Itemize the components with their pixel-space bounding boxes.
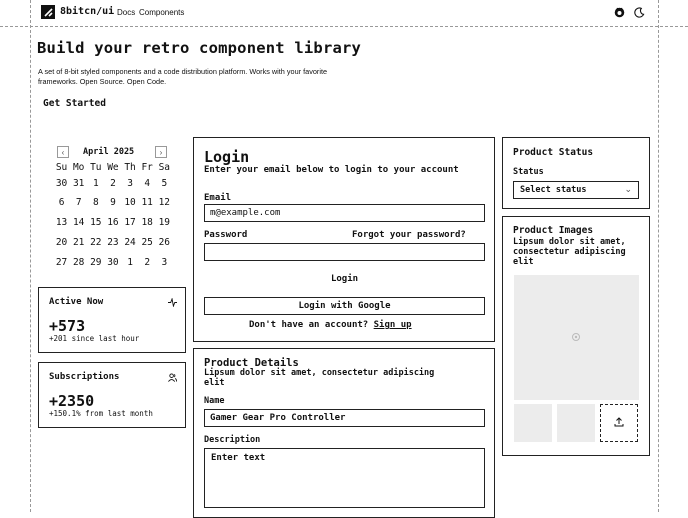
- calendar-day[interactable]: 22: [90, 237, 102, 248]
- calendar-day[interactable]: 8: [92, 197, 99, 208]
- card-subtext: +150.1% from last month: [49, 409, 153, 418]
- calendar-day[interactable]: 25: [141, 237, 153, 248]
- calendar-day[interactable]: 29: [90, 257, 102, 268]
- status-select-value: Select status: [520, 185, 587, 195]
- weekday-label: Tu: [90, 162, 102, 173]
- calendar-day[interactable]: 16: [107, 217, 119, 228]
- weekday-label: Mo: [72, 162, 85, 173]
- status-select[interactable]: [513, 181, 639, 199]
- calendar-weekdays: [53, 162, 173, 173]
- calendar-day[interactable]: 1: [127, 257, 133, 268]
- image-placeholder-icon: [570, 331, 582, 343]
- chevron-right-icon: ›: [159, 147, 163, 157]
- nav-components[interactable]: Components: [139, 8, 185, 17]
- login-button[interactable]: Login: [330, 274, 359, 284]
- product-name-field[interactable]: Gamer Gear Pro Controller: [204, 409, 485, 427]
- calendar-week: [53, 237, 173, 248]
- calendar-day[interactable]: 20: [55, 237, 68, 248]
- hero-title: Build your retro component library: [37, 39, 362, 57]
- calendar-day[interactable]: 5: [161, 178, 168, 189]
- calendar-day[interactable]: 31: [72, 178, 85, 189]
- password-label: Password: [204, 230, 248, 240]
- signup-link[interactable]: Sign up: [373, 320, 412, 330]
- product-images-subtitle: Lipsum dolor sit amet, consectetur adipiscing elit: [513, 237, 626, 267]
- thumbnail-placeholder[interactable]: [514, 404, 552, 442]
- card-title: Active Now: [49, 297, 104, 307]
- product-status-title: Product Status: [513, 147, 594, 158]
- theme-toggle-icon[interactable]: [633, 6, 645, 18]
- calendar-day[interactable]: 19: [158, 217, 171, 228]
- calendar-day[interactable]: 14: [72, 217, 85, 228]
- calendar: [53, 144, 171, 272]
- email-label: Email: [204, 193, 232, 203]
- calendar-day[interactable]: 26: [158, 237, 171, 248]
- calendar-day[interactable]: 7: [75, 197, 82, 208]
- weekday-label: We: [107, 162, 119, 173]
- login-google-button[interactable]: Login with Google: [204, 297, 485, 315]
- calendar-day[interactable]: 23: [107, 237, 119, 248]
- guide-line: [658, 0, 659, 512]
- email-field[interactable]: m@example.com: [204, 204, 485, 222]
- calendar-day[interactable]: 15: [90, 217, 102, 228]
- calendar-day[interactable]: 27: [55, 257, 68, 268]
- login-subtitle: Enter your email below to login to your account: [204, 165, 459, 175]
- activity-icon: [167, 297, 177, 307]
- calendar-day[interactable]: 17: [124, 217, 136, 228]
- calendar-day[interactable]: 12: [158, 197, 171, 208]
- calendar-day[interactable]: 2: [144, 257, 151, 268]
- nav-docs[interactable]: Docs: [117, 8, 136, 17]
- login-title: Login: [204, 148, 250, 166]
- chevron-left-icon: ‹: [61, 147, 65, 157]
- calendar-week: [53, 217, 173, 228]
- main-image-placeholder: [514, 275, 639, 400]
- calendar-day[interactable]: 1: [92, 178, 99, 189]
- login-card: [193, 137, 495, 342]
- calendar-week: [53, 178, 173, 189]
- calendar-day[interactable]: 28: [72, 257, 85, 268]
- logo-icon: [41, 5, 55, 19]
- get-started-button[interactable]: Get Started: [43, 98, 106, 109]
- upload-button[interactable]: [600, 404, 638, 442]
- hero-description-line: A set of 8-bit styled components and a code distribution platform. Works with your favorite: [38, 67, 328, 76]
- subscriptions-card: [38, 362, 186, 428]
- calendar-day[interactable]: 11: [141, 197, 153, 208]
- calendar-day[interactable]: 6: [58, 197, 65, 208]
- calendar-day[interactable]: 18: [141, 217, 153, 228]
- calendar-day[interactable]: 4: [144, 178, 151, 189]
- guide-line: [0, 26, 688, 27]
- calendar-day[interactable]: 21: [72, 237, 85, 248]
- signup-prompt: [249, 320, 412, 330]
- guide-line: [30, 0, 31, 512]
- upload-icon: [614, 414, 624, 432]
- calendar-day[interactable]: 9: [110, 197, 116, 208]
- product-details-card: [193, 348, 495, 518]
- active-now-card: [38, 287, 186, 353]
- weekday-label: Su: [55, 162, 68, 173]
- calendar-day[interactable]: 30: [107, 257, 119, 268]
- weekday-label: Fr: [141, 162, 153, 173]
- calendar-day[interactable]: 13: [55, 217, 68, 228]
- users-icon: [167, 372, 177, 382]
- description-label: Description: [204, 435, 261, 445]
- next-month-button[interactable]: [155, 146, 167, 158]
- calendar-day[interactable]: 30: [55, 178, 68, 189]
- calendar-week: [53, 257, 173, 268]
- hero-description: [38, 67, 368, 87]
- product-details-title: Product Details: [204, 357, 299, 369]
- forgot-password-link[interactable]: Forgot your password?: [352, 230, 466, 240]
- status-label: Status: [513, 167, 544, 177]
- calendar-day[interactable]: 3: [161, 257, 168, 268]
- calendar-day[interactable]: 3: [127, 178, 133, 189]
- description-textarea[interactable]: Enter text: [204, 448, 485, 508]
- calendar-day[interactable]: 24: [124, 237, 136, 248]
- calendar-month-label: April 2025: [83, 147, 135, 157]
- calendar-week: [53, 197, 173, 208]
- weekday-label: Th: [124, 162, 136, 173]
- card-value: +573: [49, 317, 86, 335]
- github-icon[interactable]: [613, 6, 625, 18]
- no-account-text: Don't have an account?: [249, 320, 369, 330]
- password-field[interactable]: [204, 243, 485, 261]
- weekday-label: Sa: [158, 162, 171, 173]
- product-details-subtitle: Lipsum dolor sit amet, consectetur adipiscing elit: [204, 368, 435, 388]
- calendar-day[interactable]: 10: [124, 197, 136, 208]
- brand-name[interactable]: 8bitcn/ui: [60, 6, 115, 17]
- calendar-day[interactable]: 2: [110, 178, 116, 189]
- product-images-title: Product Images: [513, 225, 594, 236]
- thumbnail-placeholder[interactable]: [557, 404, 595, 442]
- product-status-card: [502, 137, 650, 209]
- hero-description-line: frameworks. Open Source. Open Code.: [38, 77, 167, 86]
- card-title: Subscriptions: [49, 372, 120, 382]
- card-value: +2350: [49, 392, 95, 410]
- product-images-card: [502, 216, 650, 456]
- chevron-down-icon: ⌄: [624, 184, 632, 194]
- prev-month-button[interactable]: [57, 146, 69, 158]
- name-label: Name: [204, 396, 225, 406]
- card-subtext: +201 since last hour: [49, 334, 140, 343]
